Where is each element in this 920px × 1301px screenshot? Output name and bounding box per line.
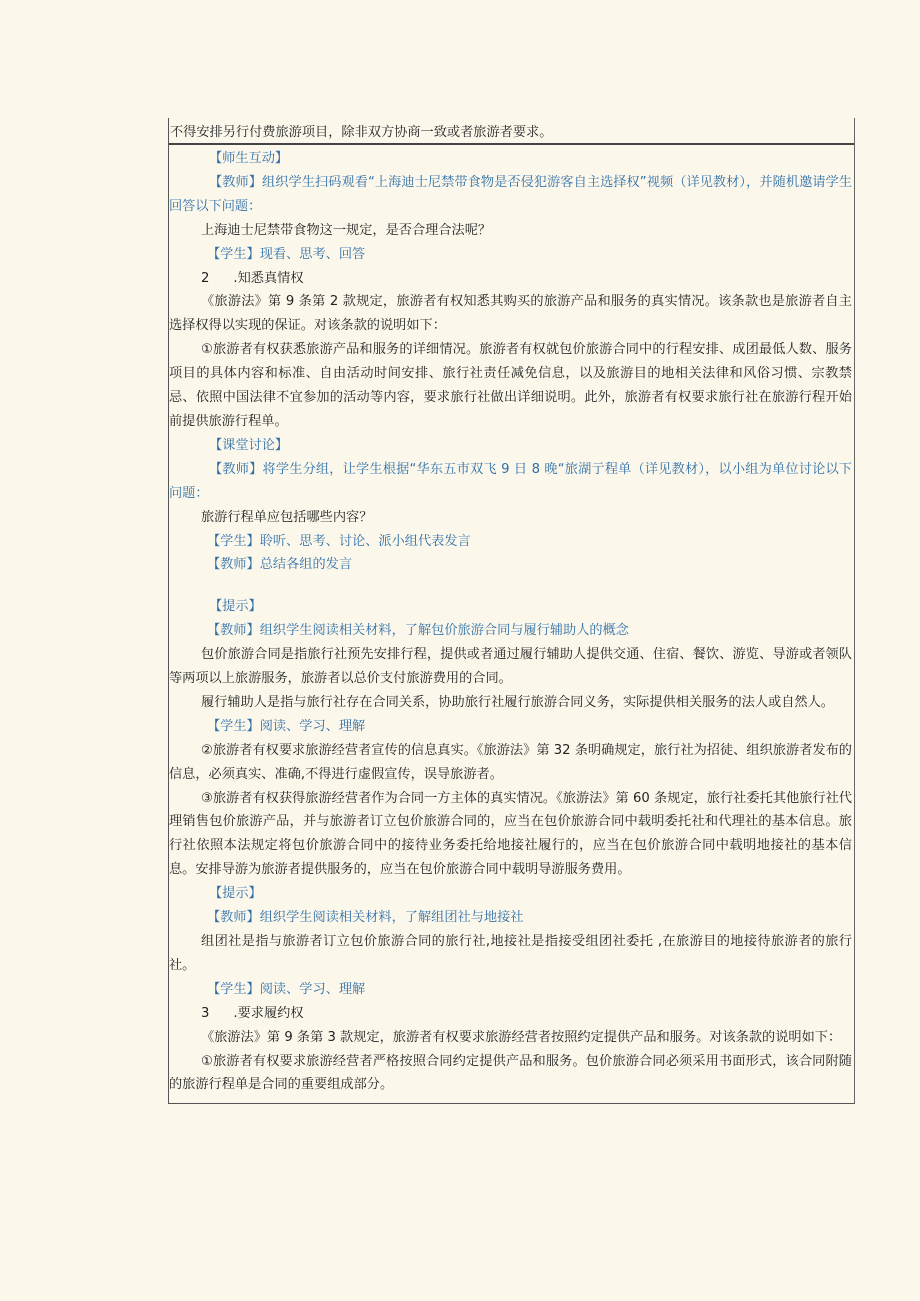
- section-heading-performance-right: [169, 1002, 854, 1026]
- section-number: 3: [201, 1005, 210, 1021]
- section-title: .要求履约权: [233, 1005, 304, 1021]
- student-activity: 【学生】现看、思考、回答: [207, 246, 366, 262]
- student-activity: 【学生】阅读、学习、理解: [207, 981, 366, 997]
- section-title: .知悉真情权: [233, 270, 304, 286]
- student-activity: 【学生】阅读、学习、理解: [207, 718, 366, 734]
- discussion-question: 旅游行程单应包括哪些内容？: [201, 509, 373, 525]
- explanation-paragraph-1: ①旅游者有权获悉旅游产品和服务的详细情况。旅游者有权就包价旅游合同中的行程安排、成团最低人数、服务项目的具体内容和标准、自由活动时间安排、旅行社责任减免信息，以及旅游目的地相关法律和风俗习惯、宗教禁忌、依照中国法律不宜参加的活动等内容，要求旅行社做出详细说明。此外，旅游者有权要求旅行社在旅游行程开始前提供旅游行程单。: [169, 342, 852, 429]
- definition-package-contract: 包价旅游合同是指旅行社预先安排行程，提供或者通过履行辅助人提供交通、住宿、餐饮、游览、导游或者领队等两项以上旅游服务，旅游者以总价支付旅游费用的合同。: [169, 647, 852, 687]
- section-heading-right-to-know: [169, 267, 854, 291]
- section-label-discussion: 【课堂讨论】: [209, 437, 289, 453]
- teacher-summary: 【教师】总结各组的发言: [207, 557, 353, 573]
- definition-auxiliary-performer: 履行辅助人是指与旅行社存在合同关系，协助旅行社履行旅游合同义务，实际提供相关服务的法人或自然人。: [201, 694, 834, 710]
- discussion-question: 上海迪士尼禁带食物这一规定，是否合理合法呢？: [201, 222, 492, 238]
- student-activity: 【学生】聆听、思考、讨论、派小组代表发言: [207, 533, 471, 549]
- definition-tour-agencies: 组团社是指与旅游者订立包价旅游合同的旅行社,地接社是指接受组团社委托 ,在旅游目的地接待旅游者的旅行社。: [169, 934, 852, 973]
- table-row-previous: [169, 118, 854, 145]
- section-label-interaction: 【师生互动】: [209, 151, 289, 166]
- law-article-paragraph: 《旅游法》第 9 条第 3 款规定，旅游者有权要求旅游经营者按照约定提供产品和服务。对该条款的说明如下：: [201, 1029, 842, 1045]
- section-label-tip: 【提示】: [209, 886, 262, 902]
- previous-row-text: 不得安排另行付费旅游项目，除非双方协商一致或者旅游者要求。: [170, 125, 553, 140]
- teacher-instruction: 【教师】组织学生阅读相关材料，了解包价旅游合同与履行辅助人的概念: [207, 623, 629, 639]
- teacher-instruction: 【教师】组织学生扫码观看“上海迪士尼禁带食物是否侵犯游客自主选择权”视频（详见教材），并随机邀请学生回答以下问题：: [169, 174, 852, 214]
- lesson-plan-table: [168, 118, 855, 1104]
- explanation-paragraph-4: ①旅游者有权要求旅游经营者严格按照合同约定提供产品和服务。包价旅游合同必须采用书面形式，该合同附随的旅游行程单是合同的重要组成部分。: [169, 1053, 852, 1093]
- teacher-instruction: 【教师】将学生分组，让学生根据“华东五市双飞 9 日 8 晚“旅湖亍程单（详见教材），以小组为单位讨论以下问题：: [169, 461, 852, 501]
- section-number: 2: [201, 270, 210, 286]
- law-article-paragraph: 《旅游法》第 9 条第 2 款规定，旅游者有权知悉其购买的旅游产品和服务的真实情况。该条款也是旅游者自主选择权得以实现的保证。对该条款的说明如下：: [169, 294, 852, 334]
- explanation-paragraph-2: ②旅游者有权要求旅游经营者宣传的信息真实。《旅游法》第 32 条明确规定，旅行社为招徒、组织旅游者发布的信息，必须真实、准确,不得进行虚假宣传，误导旅游者。: [169, 742, 852, 782]
- section-label-tip: 【提示】: [209, 599, 262, 615]
- explanation-paragraph-3: ③旅游者有权获得旅游经营者作为合同一方主体的真实情况。《旅游法》第 60 条规定，旅行社委托其他旅行社代理销售包价旅游产品，并与旅游者订立包价旅游合同的，应当在包价旅游合同中载明委托社和代理社的基本信息。旅行社依照本法规定将包价旅游合同中的接待业务委托给地接社履行的，应当在包价旅游合同中载明地接社的基本信息。安排导游为旅游者提供服务的，应当在包价旅游合同中载明导游服务费用。: [169, 790, 852, 878]
- teacher-instruction: 【教师】组织学生阅读相关材料，了解组团社与地接社: [207, 910, 524, 926]
- table-row-content: [169, 145, 854, 1104]
- blank-line: [169, 577, 854, 595]
